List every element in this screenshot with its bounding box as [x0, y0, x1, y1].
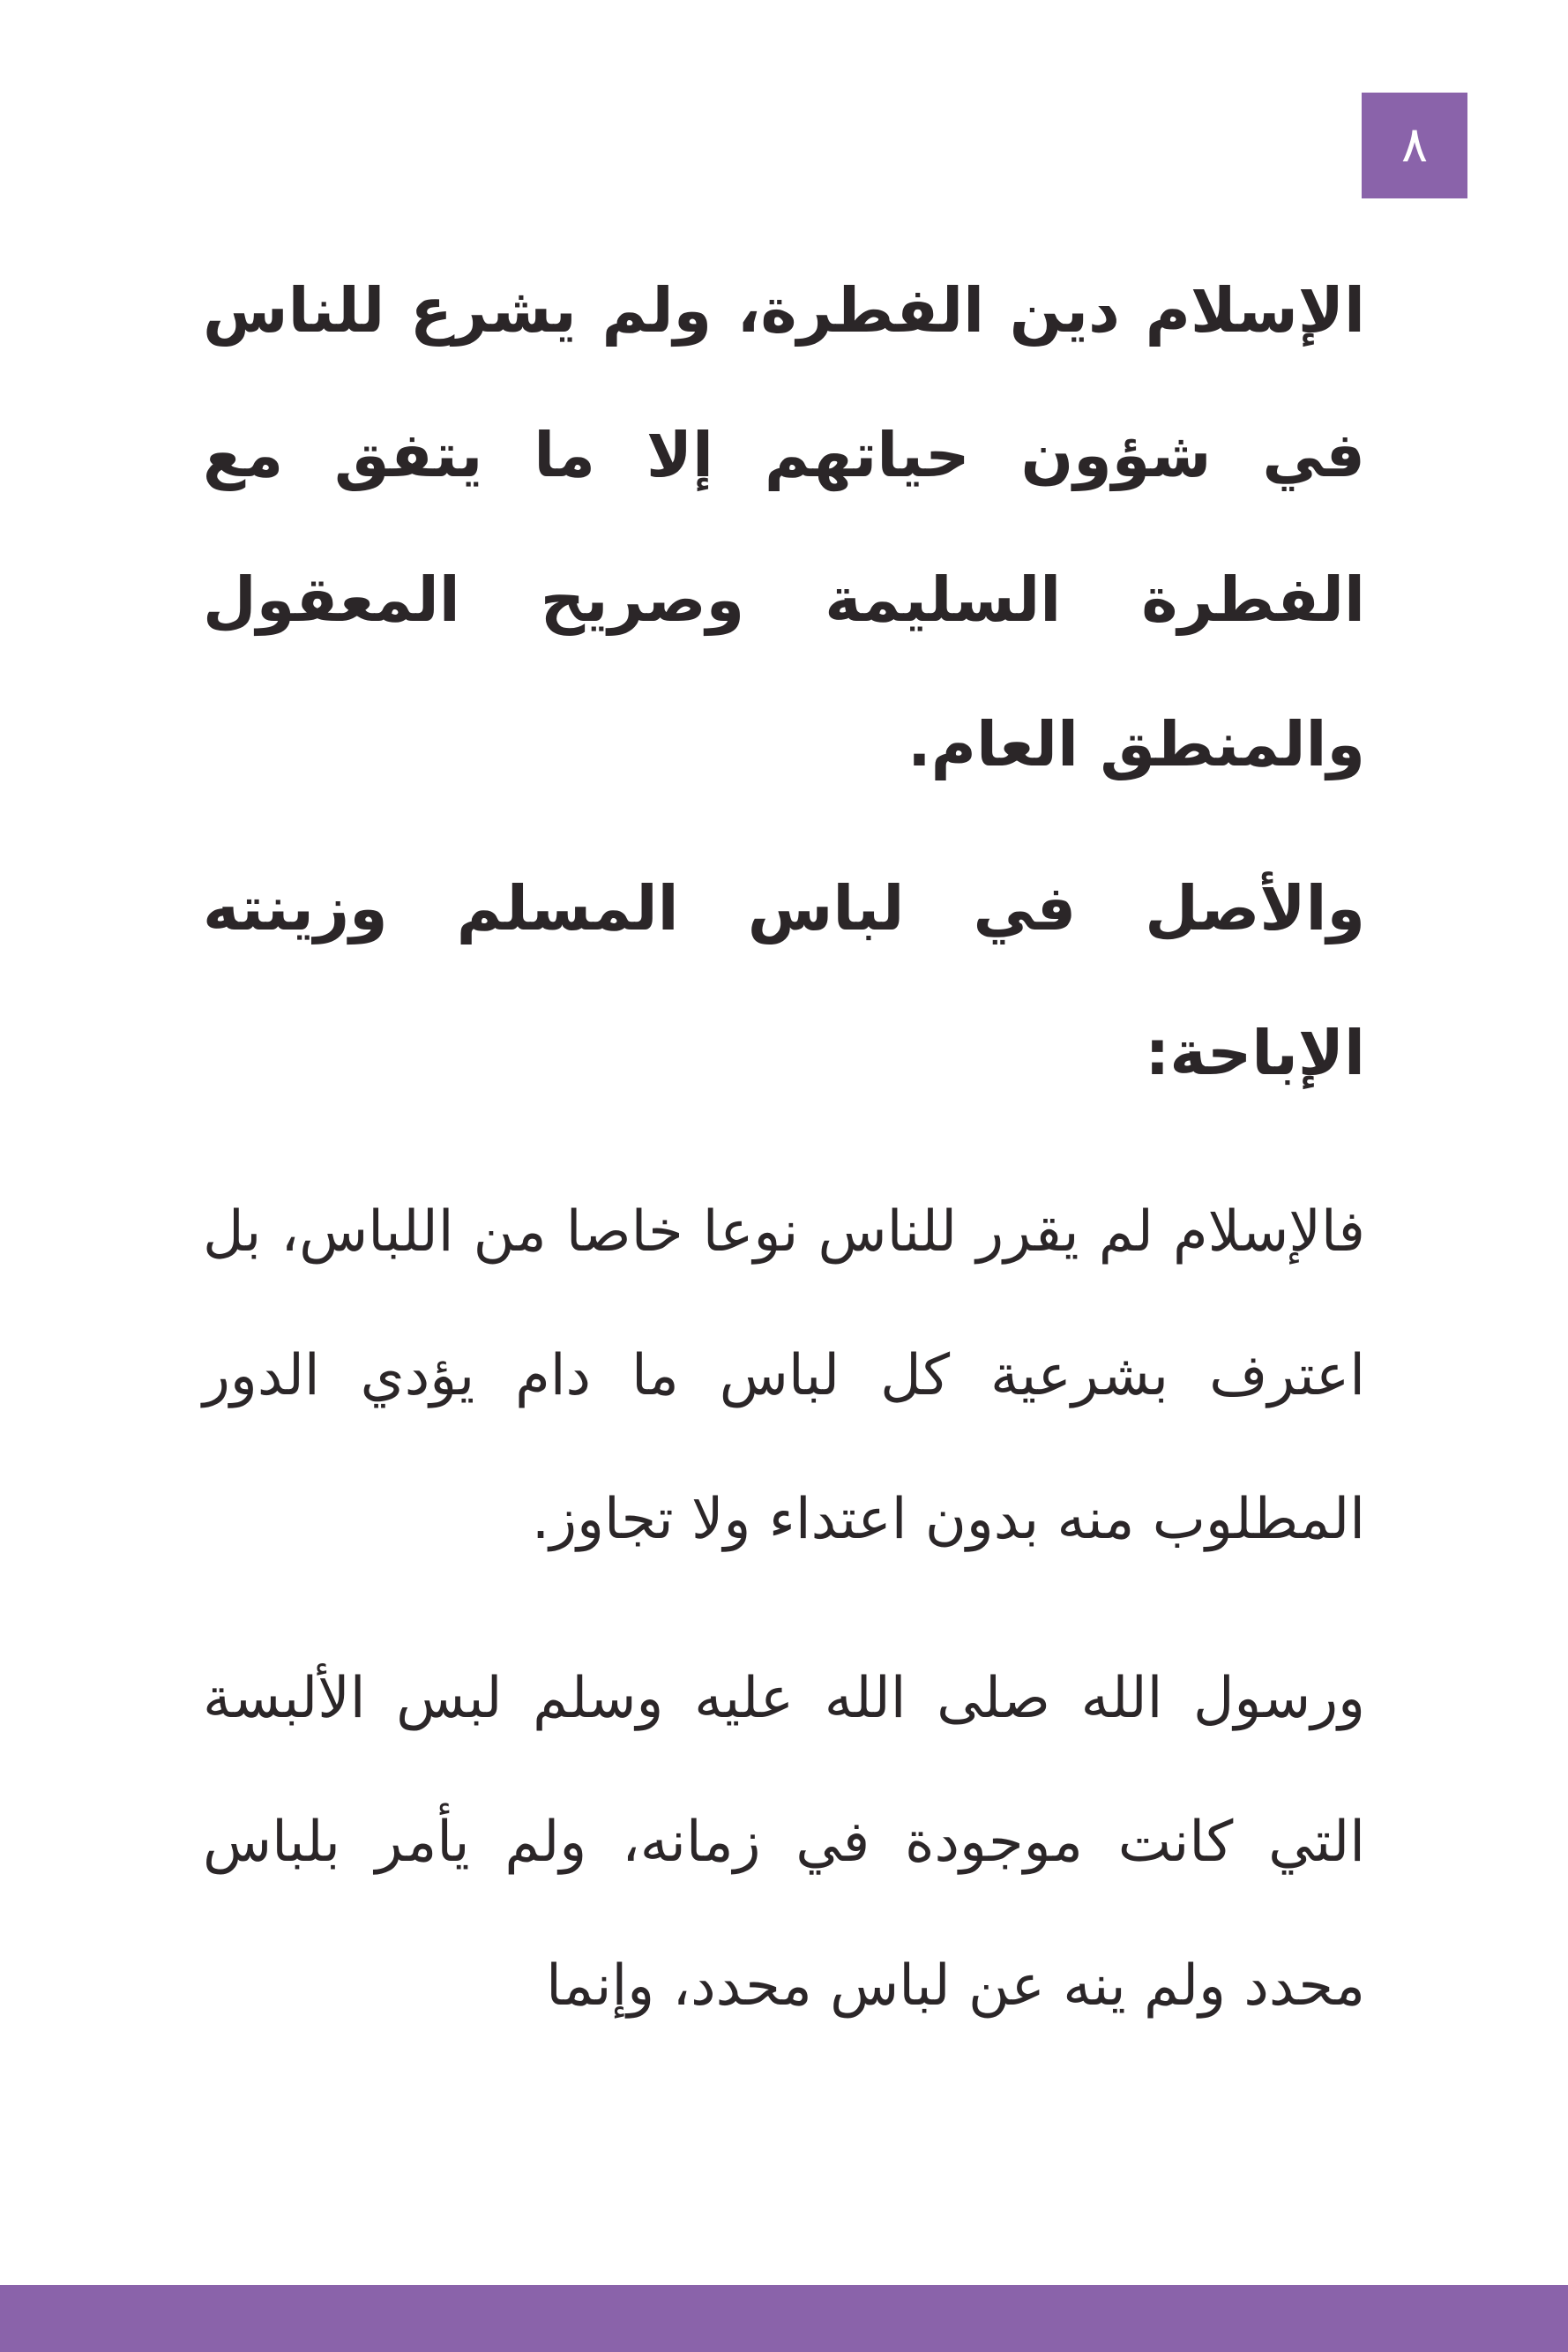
paragraph-body-2: ورسول الله صلى الله عليه وسلم لبس الألبسة التي كانت موجودة في زمانه، ولم يأمر بلباس محدد ولم ينه عن لباس محدد، وإنما: [203, 1666, 1365, 2019]
paragraph-body-1: فالإسلام لم يقرر للناس نوعا خاصا من اللباس، بل اعترف بشرعية كل لباس ما دام يؤدي الدور المطلوب منه بدون اعتداء ولا تجاوز.: [203, 1199, 1365, 1552]
page-body: [203, 238, 1365, 2058]
footer-bar: [0, 2285, 1568, 2352]
page-number-badge: [1362, 93, 1467, 198]
paragraph-intro: الإسلام دين الفطرة، ولم يشرع للناس في شؤون حياتهم إلا ما يتفق مع الفطرة السليمة وصريح المعقول والمنطق العام.: [203, 274, 1365, 780]
paragraph-heading: والأصل في لباس المسلم وزينته الإباحة:: [203, 872, 1365, 1089]
page-number: ٨: [1400, 116, 1429, 174]
